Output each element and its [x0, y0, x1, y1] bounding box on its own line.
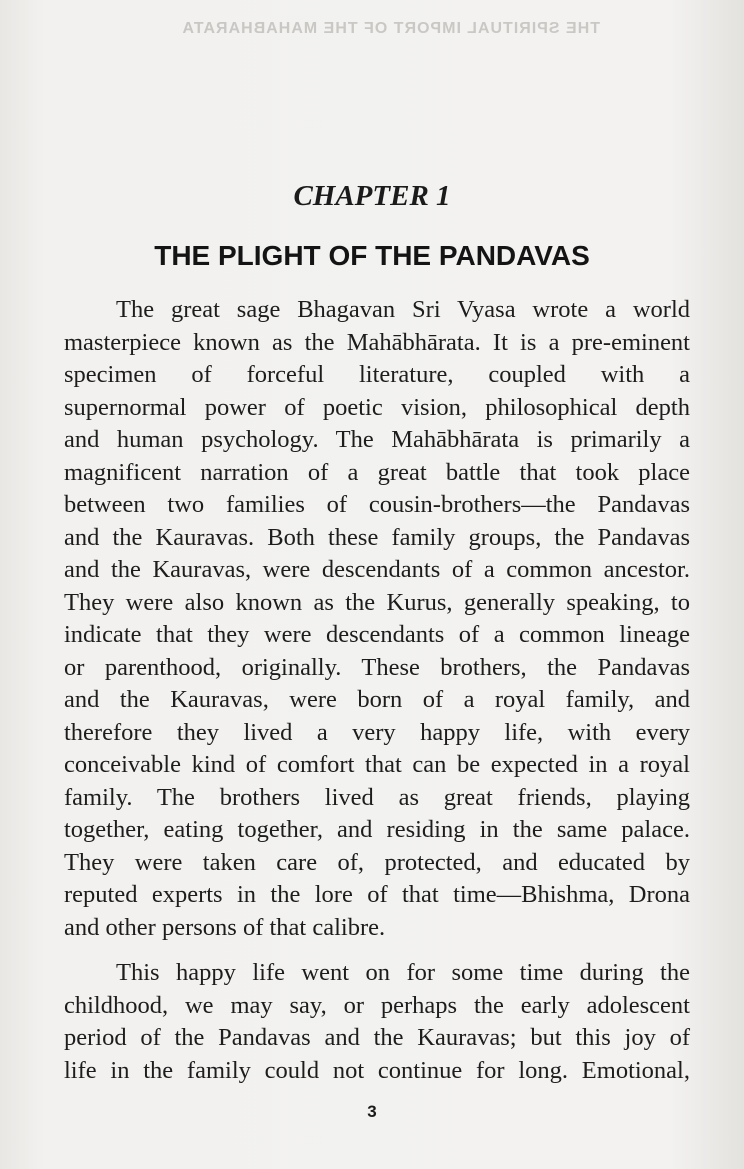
- text-line: and the Kauravas, were born of a royal family, and: [64, 686, 690, 713]
- text-line: masterpiece known as the Mahābhārata. It is a pre-eminent: [64, 328, 690, 356]
- text-line: and human psychology. The Mahābhārata is primarily a: [64, 426, 690, 453]
- chapter-title: THE PLIGHT OF THE PANDAVAS: [154, 240, 590, 271]
- chapter-label: CHAPTER 1: [293, 180, 451, 212]
- text-line: This happy life went on for some time during the: [116, 959, 690, 986]
- text-line: or parenthood, originally. These brothers, the Pandavas: [64, 653, 690, 681]
- text-line: They were also known as the Kurus, generally speaking, to: [64, 588, 690, 616]
- text-line: conceivable kind of comfort that can be expected in a royal: [64, 751, 690, 778]
- text-line: They were taken care of, protected, and educated by: [64, 848, 690, 876]
- text-line: therefore they lived a very happy life, with every: [64, 718, 690, 746]
- text-line: life in the family could not continue for long. Emotional,: [64, 1056, 690, 1084]
- text-line: together, eating together, and residing in the same palace.: [64, 816, 690, 843]
- paragraph: [64, 957, 690, 1087]
- text-line: childhood, we may say, or perhaps the early adolescent: [64, 991, 690, 1019]
- page-number: 3: [367, 1102, 377, 1121]
- text-line: between two families of cousin-brothers—the Pandavas: [64, 491, 690, 518]
- text-line: family. The brothers lived as great friends, playing: [64, 783, 690, 811]
- text-line: The great sage Bhagavan Sri Vyasa wrote a world: [116, 296, 690, 323]
- body-text: [64, 294, 690, 1087]
- text-line: indicate that they were descendants of a common lineage: [64, 621, 690, 648]
- text-line: and other persons of that calibre.: [64, 913, 386, 941]
- show-through-header: THE SPIRITUAL IMPORT OF THE MAHABHARATA: [181, 20, 600, 37]
- text-line: period of the Pandavas and the Kauravas; but this joy of: [64, 1024, 690, 1051]
- paragraph: [64, 294, 690, 944]
- text-line: reputed experts in the lore of that time—Bhishma, Drona: [64, 881, 690, 908]
- text-line: supernormal power of poetic vision, philosophical depth: [64, 393, 690, 421]
- paragraph-gap: [64, 944, 690, 957]
- text-line: and the Kauravas, were descendants of a common ancestor.: [64, 556, 690, 583]
- text-line: specimen of forceful literature, coupled with a: [64, 361, 690, 388]
- text-line: and the Kauravas. Both these family groups, the Pandavas: [64, 523, 690, 551]
- text-line: magnificent narration of a great battle that took place: [64, 458, 690, 486]
